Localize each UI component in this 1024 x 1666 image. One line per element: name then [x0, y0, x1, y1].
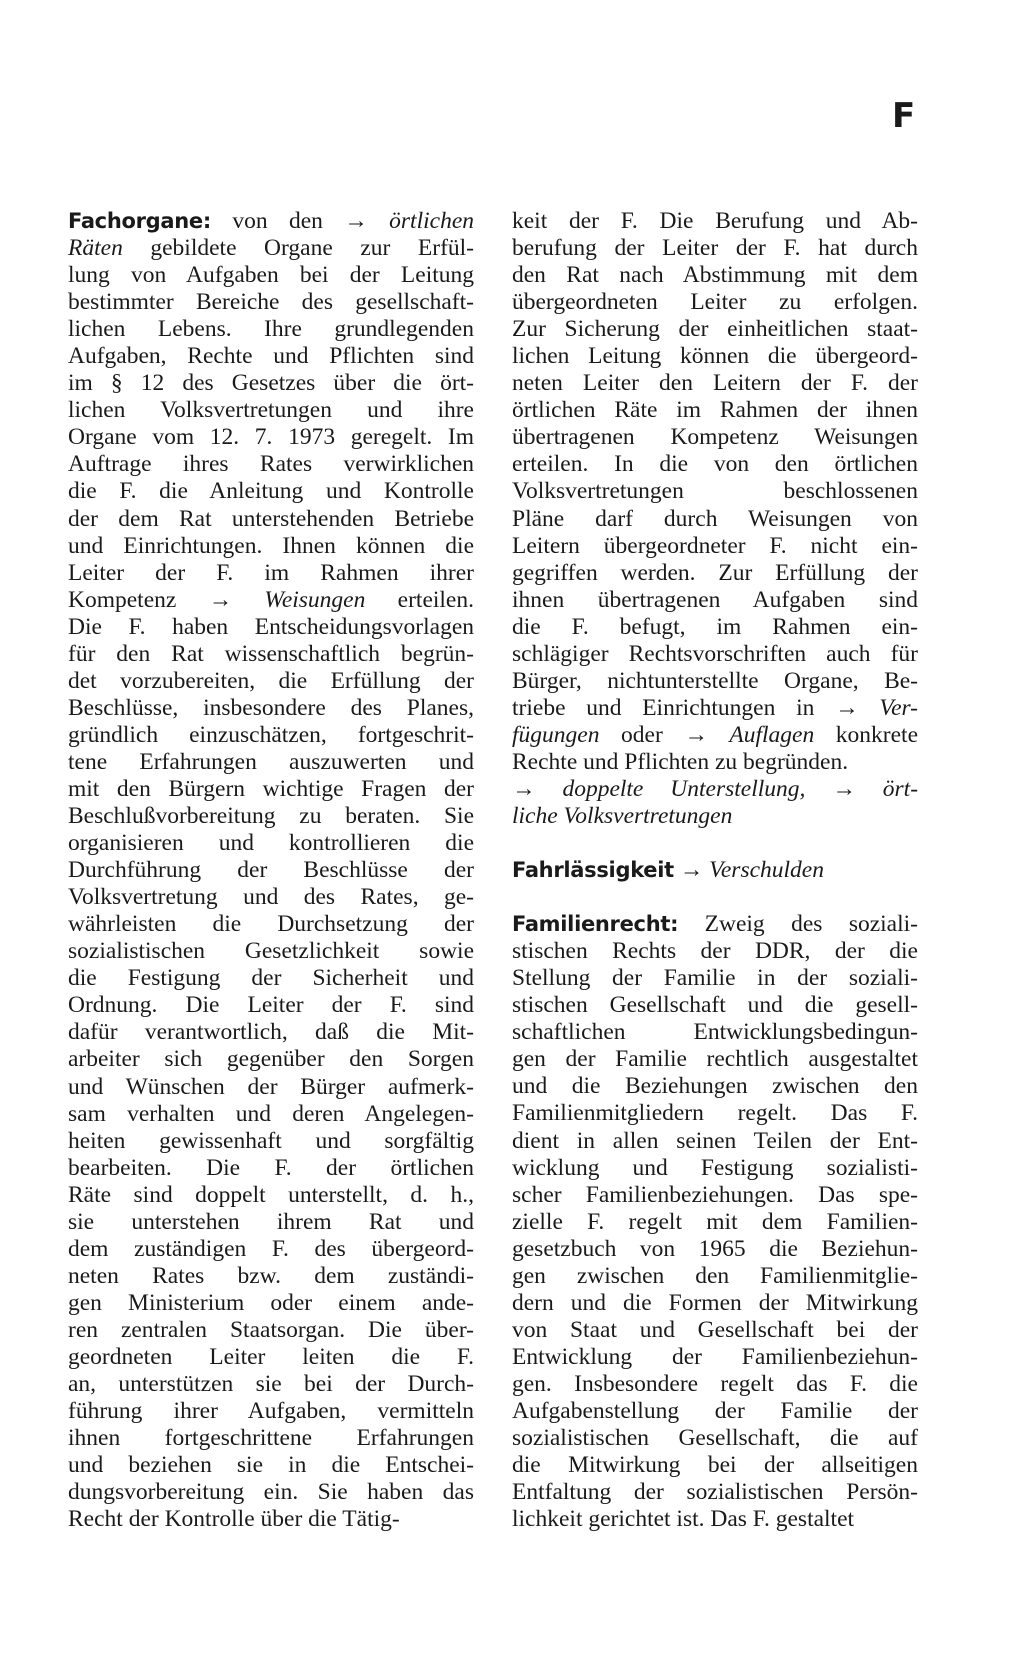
text-run: übertragenen Kompetenz Weisungen — [512, 424, 918, 451]
text-line — [512, 668, 918, 695]
text-line — [512, 289, 918, 316]
text-run: arbeiter sich gegenüber den Sorgen — [68, 1046, 474, 1073]
text-line — [512, 1398, 918, 1425]
text-line — [512, 451, 918, 478]
paragraph-gap — [512, 884, 918, 911]
text-run: triebe und Einrichtungen in → — [512, 694, 880, 721]
text-run: Volksvertretung und des Rates, ge- — [68, 884, 474, 911]
text-run: Leitern übergeordneter F. nicht ein- — [512, 532, 918, 559]
text-run: → — [512, 775, 563, 802]
text-line — [68, 1074, 474, 1101]
text-line — [68, 478, 474, 505]
text-run: örtlichen Räte im Rahmen der ihnen — [512, 397, 918, 424]
text-line — [512, 1019, 918, 1046]
text-run: Zur Sicherung der einheitlichen staat- — [512, 316, 918, 343]
text-run: Bürger, nichtunterstellte Organe, Be- — [512, 667, 918, 694]
text-run: währleisten die Durchsetzung der — [68, 911, 474, 938]
text-run: konkrete — [814, 721, 919, 748]
text-run: ren zentralen Staatsorgan. Die über- — [68, 1316, 474, 1343]
text-run: Pläne darf durch Weisungen von — [512, 505, 918, 532]
text-run: ihnen fortgeschrittene Erfahrungen — [68, 1425, 474, 1452]
text-run: von Staat und Gesellschaft bei der — [512, 1316, 918, 1343]
text-run: lung von Aufgaben bei der Leitung — [68, 262, 474, 289]
text-line — [512, 370, 918, 397]
text-line — [68, 235, 474, 262]
text-run: für den Rat wissenschaftlich begrün- — [68, 640, 474, 667]
text-line — [68, 803, 474, 830]
text-line — [68, 749, 474, 776]
text-line — [512, 1290, 918, 1317]
text-line — [512, 1263, 918, 1290]
text-run: berufung der Leiter der F. hat durch — [512, 235, 918, 262]
text-run: Entwicklung der Familienbeziehun- — [512, 1343, 918, 1370]
text-line — [68, 1209, 474, 1236]
text-run: gen Ministerium oder einem ande- — [68, 1289, 474, 1316]
text-line — [68, 1046, 474, 1073]
text-run: sam verhalten und deren Angelegen- — [68, 1100, 474, 1127]
text-line — [68, 262, 474, 289]
text-run: sozialistischen Gesellschaft, die auf — [512, 1425, 918, 1452]
text-line — [512, 1479, 918, 1506]
text-line — [512, 587, 918, 614]
text-line — [512, 722, 918, 749]
text-line — [512, 614, 918, 641]
text-line — [512, 397, 918, 424]
text-line — [68, 641, 474, 668]
cross-reference: Auflagen — [729, 721, 815, 748]
text-run: → — [673, 857, 710, 884]
text-line — [68, 965, 474, 992]
text-run: dern und die Formen der Mitwirkung — [512, 1289, 918, 1316]
text-run: Volksvertretungen beschlossenen — [512, 478, 918, 505]
text-run: Durchführung der Beschlüsse der — [68, 857, 474, 884]
text-line — [512, 641, 918, 668]
text-run: Kompetenz → — [68, 586, 265, 613]
text-run: Die F. haben Entscheidungsvorlagen — [68, 613, 474, 640]
text-line — [68, 668, 474, 695]
text-line — [68, 614, 474, 641]
text-run: die Mitwirkung bei der allseitigen — [512, 1452, 918, 1479]
text-line — [68, 992, 474, 1019]
entry-headword: Fachorgane: — [68, 209, 211, 233]
text-line — [512, 506, 918, 533]
text-line — [68, 560, 474, 587]
text-line — [68, 370, 474, 397]
text-run: wicklung und Festigung sozialisti- — [512, 1154, 918, 1181]
text-line — [512, 911, 918, 938]
text-run: dient in allen seinen Teilen der Ent- — [512, 1127, 918, 1154]
text-line — [512, 1371, 918, 1398]
text-run: mit den Bürgern wichtige Fragen der — [68, 775, 474, 802]
text-run: Beschlußvorbereitung zu beraten. Sie — [68, 803, 474, 830]
text-run: die F. die Anleitung und Kontrolle — [68, 478, 474, 505]
text-line — [68, 208, 474, 235]
text-run: oder → — [599, 721, 730, 748]
cross-reference: ört- — [882, 775, 919, 802]
text-line — [512, 749, 918, 776]
text-line — [68, 722, 474, 749]
right-column — [512, 208, 918, 1533]
text-run: schlägiger Rechtsvorschriften auch für — [512, 640, 918, 667]
text-line — [68, 1479, 474, 1506]
text-line — [512, 1236, 918, 1263]
entry-headword: Fahrlässigkeit — [512, 858, 674, 883]
text-run: Ordnung. Die Leiter der F. sind — [68, 992, 474, 1019]
text-line — [512, 938, 918, 965]
text-line — [512, 1425, 918, 1452]
entry-headword: Familienrecht: — [512, 912, 679, 937]
text-line — [68, 1290, 474, 1317]
text-run: Leiter der F. im Rahmen ihrer — [68, 559, 474, 586]
cross-reference: liche Volksvertretungen — [512, 803, 733, 830]
text-run: organisieren und kontrollieren die — [68, 830, 474, 857]
text-line — [512, 478, 918, 505]
text-run: der dem Rat unterstehenden Betriebe — [68, 505, 474, 532]
text-run: Recht der Kontrolle über die Tätig- — [68, 1506, 400, 1533]
text-run: von den → — [210, 208, 390, 234]
text-line — [512, 1073, 918, 1100]
text-line — [68, 911, 474, 938]
text-run: sie unterstehen ihrem Rat und — [68, 1208, 474, 1235]
text-line — [512, 208, 918, 235]
text-run: keit der F. Die Berufung und Ab- — [512, 208, 918, 234]
text-line — [512, 803, 918, 830]
text-line — [68, 316, 474, 343]
text-run: scher Familienbeziehungen. Das spe- — [512, 1181, 918, 1208]
text-line — [68, 938, 474, 965]
text-run: neten Rates bzw. dem zuständi- — [68, 1262, 474, 1289]
text-run: die Festigung der Sicherheit und — [68, 965, 474, 992]
text-run: dungsvorbereitung ein. Sie haben das — [68, 1479, 474, 1506]
text-line — [512, 1100, 918, 1127]
paragraph-gap — [512, 830, 918, 857]
text-run: gen zwischen den Familienmitglie- — [512, 1262, 918, 1289]
text-line — [512, 1344, 918, 1371]
text-line — [68, 1128, 474, 1155]
text-run: bearbeiten. Die F. der örtlichen — [68, 1154, 474, 1181]
text-run: und Wünschen der Bürger aufmerk- — [68, 1073, 474, 1100]
text-run: dafür verantwortlich, daß die Mit- — [68, 1019, 474, 1046]
text-run: die F. befugt, im Rahmen ein- — [512, 613, 918, 640]
text-line — [512, 1046, 918, 1073]
text-run: erteilen. — [365, 586, 474, 613]
text-line — [512, 1182, 918, 1209]
cross-reference: fügungen — [512, 721, 600, 748]
section-letter: F — [892, 96, 916, 136]
text-line — [512, 1452, 918, 1479]
cross-reference: Räten — [68, 235, 123, 262]
text-line — [68, 830, 474, 857]
text-line — [512, 262, 918, 289]
text-line — [512, 992, 918, 1019]
text-run: sozialistischen Gesetzlichkeit sowie — [68, 938, 474, 965]
text-line — [512, 1155, 918, 1182]
text-run: den Rat nach Abstimmung mit dem — [512, 262, 918, 289]
text-run: und Einrichtungen. Ihnen können die — [68, 532, 474, 559]
text-line — [512, 235, 918, 262]
text-run: und die Beziehungen zwischen den — [512, 1073, 918, 1100]
text-line — [68, 1398, 474, 1425]
cross-reference: doppelte Unterstellung, — [562, 775, 806, 802]
text-run: gebildete Organe zur Erfül- — [122, 235, 474, 262]
text-line — [68, 776, 474, 803]
text-line — [512, 857, 918, 884]
text-run: Organe vom 12. 7. 1973 geregelt. Im — [68, 424, 474, 451]
text-run: im § 12 des Gesetzes über die ört- — [68, 370, 474, 397]
text-run: gen der Familie rechtlich ausgestaltet — [512, 1046, 918, 1073]
text-run: lichen Volksvertretungen und ihre — [68, 397, 474, 424]
text-line — [68, 424, 474, 451]
text-line — [512, 1317, 918, 1344]
text-line — [68, 451, 474, 478]
text-run: erteilen. In die von den örtlichen — [512, 451, 918, 478]
text-line — [68, 1344, 474, 1371]
text-run: → — [805, 775, 883, 802]
text-line — [512, 424, 918, 451]
text-line — [512, 343, 918, 370]
cross-reference: Weisungen — [264, 586, 366, 613]
text-run: Aufgabenstellung der Familie der — [512, 1397, 918, 1424]
text-run: Rechte und Pflichten zu begründen. — [512, 748, 849, 775]
text-line — [68, 1371, 474, 1398]
text-run: bestimmter Bereiche des gesellschaft- — [68, 289, 474, 316]
text-line — [68, 1425, 474, 1452]
text-line — [512, 776, 918, 803]
text-run: schaftlichen Entwicklungsbedingun- — [512, 1019, 918, 1046]
text-line — [68, 1506, 474, 1533]
text-line — [68, 397, 474, 424]
text-run: Familienmitgliedern regelt. Das F. — [512, 1100, 918, 1127]
text-run: Entfaltung der sozialistischen Persön- — [512, 1479, 918, 1506]
text-run: übergeordneten Leiter zu erfolgen. — [512, 289, 918, 316]
text-line — [512, 316, 918, 343]
text-line — [68, 587, 474, 614]
text-line — [512, 1506, 918, 1533]
text-line — [68, 1019, 474, 1046]
text-line — [68, 884, 474, 911]
text-run: gegriffen werden. Zur Erfüllung der — [512, 559, 918, 586]
text-run: stischen Gesellschaft und die gesell- — [512, 992, 918, 1019]
text-line — [512, 1128, 918, 1155]
text-run: Räte sind doppelt unterstellt, d. h., — [68, 1181, 474, 1208]
text-run: Auftrage ihres Rates verwirklichen — [68, 451, 474, 478]
cross-reference: Ver- — [879, 694, 918, 721]
text-line — [68, 1182, 474, 1209]
text-run: lichen Lebens. Ihre grundlegenden — [68, 316, 474, 343]
text-run: geordneten Leiter leiten die F. — [68, 1343, 474, 1370]
text-run: det vorzubereiten, die Erfüllung der — [68, 667, 474, 694]
text-run: Beschlüsse, insbesondere des Planes, — [68, 694, 474, 721]
text-line — [512, 560, 918, 587]
text-run: Stellung der Familie in der soziali- — [512, 965, 918, 992]
text-run: stischen Rechts der DDR, der die — [512, 938, 918, 965]
text-line — [68, 857, 474, 884]
text-line — [68, 506, 474, 533]
text-line — [68, 1236, 474, 1263]
text-line — [68, 289, 474, 316]
text-run: ihnen übertragenen Aufgaben sind — [512, 586, 918, 613]
text-run: führung ihrer Aufgaben, vermitteln — [68, 1398, 474, 1425]
left-column — [68, 208, 474, 1533]
text-run: Aufgaben, Rechte und Pflichten sind — [68, 343, 474, 370]
text-line — [512, 695, 918, 722]
text-run: heiten gewissenhaft und sorgfältig — [68, 1127, 474, 1154]
text-line — [68, 1101, 474, 1128]
text-line — [68, 1452, 474, 1479]
text-run: dem zuständigen F. des übergeord- — [68, 1235, 474, 1262]
text-run: und beziehen sie in die Entschei- — [68, 1452, 474, 1479]
text-line — [512, 965, 918, 992]
text-line — [512, 533, 918, 560]
text-run: lichkeit gerichtet ist. Das F. gestaltet — [512, 1506, 855, 1533]
text-run: zielle F. regelt mit dem Familien- — [512, 1208, 918, 1235]
cross-reference: Verschulden — [709, 857, 824, 884]
text-line — [68, 1263, 474, 1290]
text-line — [68, 1317, 474, 1344]
text-line — [512, 1209, 918, 1236]
text-run: neten Leiter den Leitern der F. der — [512, 370, 918, 397]
text-line — [68, 695, 474, 722]
text-run: Zweig des soziali- — [678, 911, 918, 938]
text-line — [68, 533, 474, 560]
text-line — [68, 343, 474, 370]
text-run: an, unterstützen sie bei der Durch- — [68, 1371, 474, 1398]
text-run: lichen Leitung können die übergeord- — [512, 343, 918, 370]
text-run: gen. Insbesondere regelt das F. die — [512, 1370, 918, 1397]
cross-reference: örtlichen — [389, 208, 474, 234]
text-line — [68, 1155, 474, 1182]
text-run: tene Erfahrungen auszuwerten und — [68, 748, 474, 775]
text-run: gesetzbuch von 1965 die Beziehun- — [512, 1235, 918, 1262]
text-run: gründlich einzuschätzen, fortgeschrit- — [68, 721, 474, 748]
